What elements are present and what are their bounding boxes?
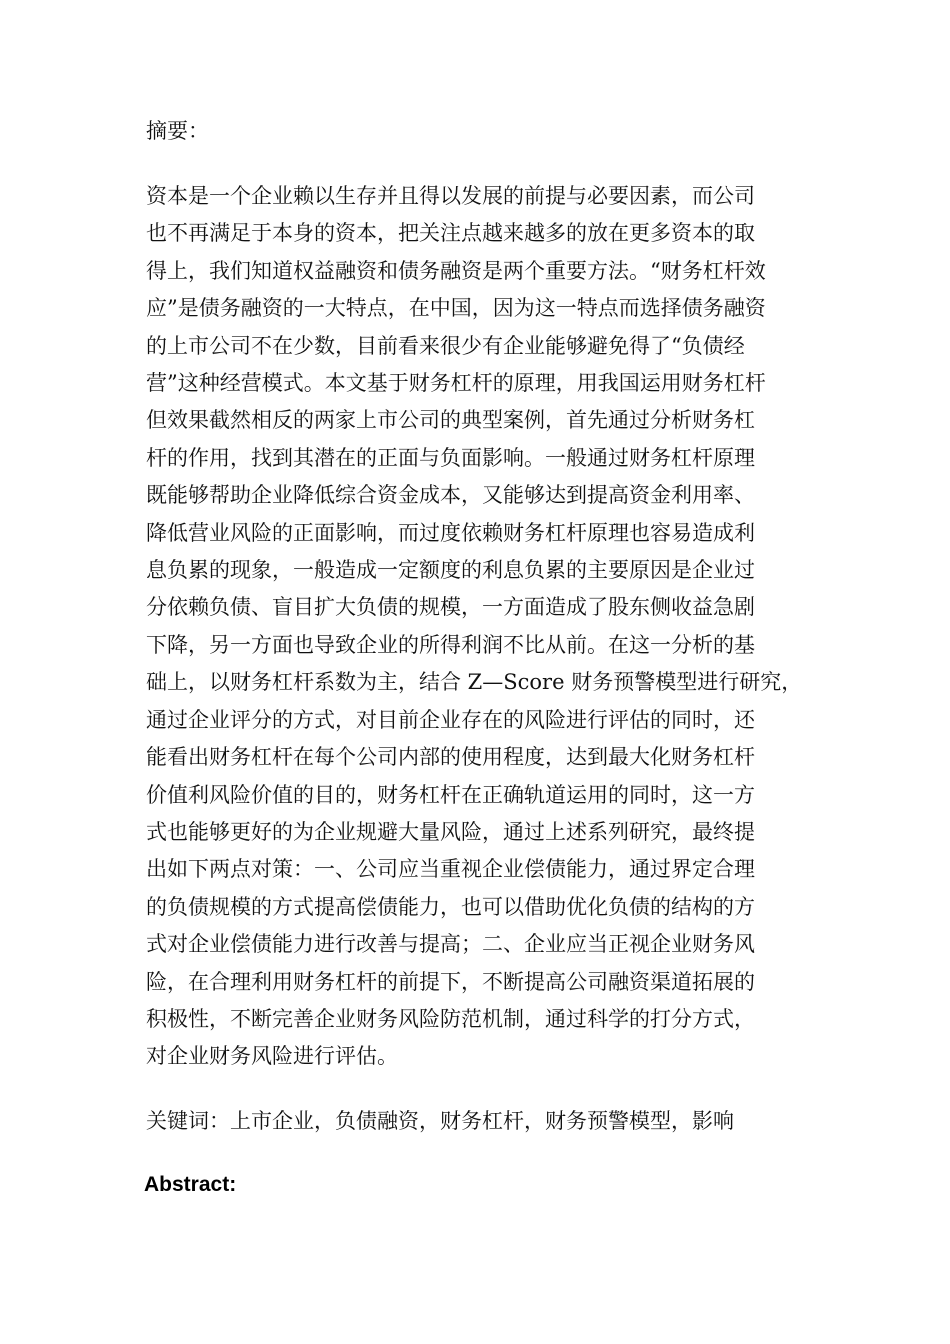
abstract-line: 但效果截然相反的两家上市公司的典型案例，首先通过分析财务杠 [146, 408, 755, 433]
abstract-line: 能看出财务杠杆在每个公司内部的使用程度，达到最大化财务杠杆 [146, 745, 755, 770]
abstract-line: 出如下两点对策：一、公司应当重视企业偿债能力，通过界定合理 [146, 857, 755, 882]
abstract-line: 通过企业评分的方式，对目前企业存在的风险进行评估的同时，还 [146, 707, 755, 732]
abstract-line: 分依赖负债、盲目扩大负债的规模，一方面造成了股东侧收益急剧 [146, 595, 755, 620]
abstract-line: 既能够帮助企业降低综合资金成本，又能够达到提高资金利用率、 [146, 483, 755, 508]
abstract-line: 息负累的现象，一般造成一定额度的利息负累的主要原因是企业过 [146, 558, 755, 583]
abstract-line: 的上市公司不在少数，目前看来很少有企业能够避免得了“负债经 [146, 333, 745, 358]
abstract-line: 的负债规模的方式提高偿债能力，也可以借助优化负债的结构的方 [146, 894, 755, 919]
abstract-heading-cn: 摘要： [146, 119, 209, 143]
abstract-line: 得上，我们知道权益融资和债务融资是两个重要方法。“财务杠杆效 [146, 258, 766, 283]
abstract-line: 营”这种经营模式。本文基于财务杠杆的原理，用我国运用财务杠杆 [146, 371, 766, 396]
abstract-heading-en: Abstract: [144, 1173, 237, 1196]
abstract-line: 杆的作用，找到其潜在的正面与负面影响。一般通过财务杠杆原理 [146, 445, 755, 470]
abstract-line: 险，在合理利用财务杠杆的前提下，不断提高公司融资渠道拓展的 [146, 969, 755, 994]
abstract-line: 式也能够更好的为企业规避大量风险，通过上述系列研究，最终提 [146, 819, 755, 844]
abstract-line: 式对企业偿债能力进行改善与提高；二、企业应当正视企业财务风 [146, 932, 755, 957]
abstract-line: 应”是债务融资的一大特点，在中国，因为这一特点而选择债务融资 [146, 296, 766, 321]
abstract-line: 也不再满足于本身的资本，把关注点越来越多的放在更多资本的取 [146, 221, 755, 246]
abstract-line: 降低营业风险的正面影响，而过度依赖财务杠杆原理也容易造成利 [146, 520, 755, 545]
abstract-line: 资本是一个企业赖以生存并且得以发展的前提与必要因素，而公司 [146, 184, 755, 208]
abstract-body-cn [146, 178, 828, 1076]
keywords-cn: 关键词：上市企业，负债融资，财务杠杆，财务预警模型，影响 [146, 1109, 734, 1133]
abstract-line: 础上，以财务杠杆系数为主，结合 Z—Score 财务预警模型进行研究， [146, 670, 803, 695]
abstract-line: 下降，另一方面也导致企业的所得利润不比从前。在这一分析的基 [146, 632, 755, 657]
abstract-line: 对企业财务风险进行评估。 [146, 1044, 398, 1069]
abstract-line: 积极性，不断完善企业财务风险防范机制，通过科学的打分方式， [146, 1006, 755, 1031]
abstract-line: 价值利风险价值的目的，财务杠杆在正确轨道运用的同时，这一方 [146, 782, 755, 807]
